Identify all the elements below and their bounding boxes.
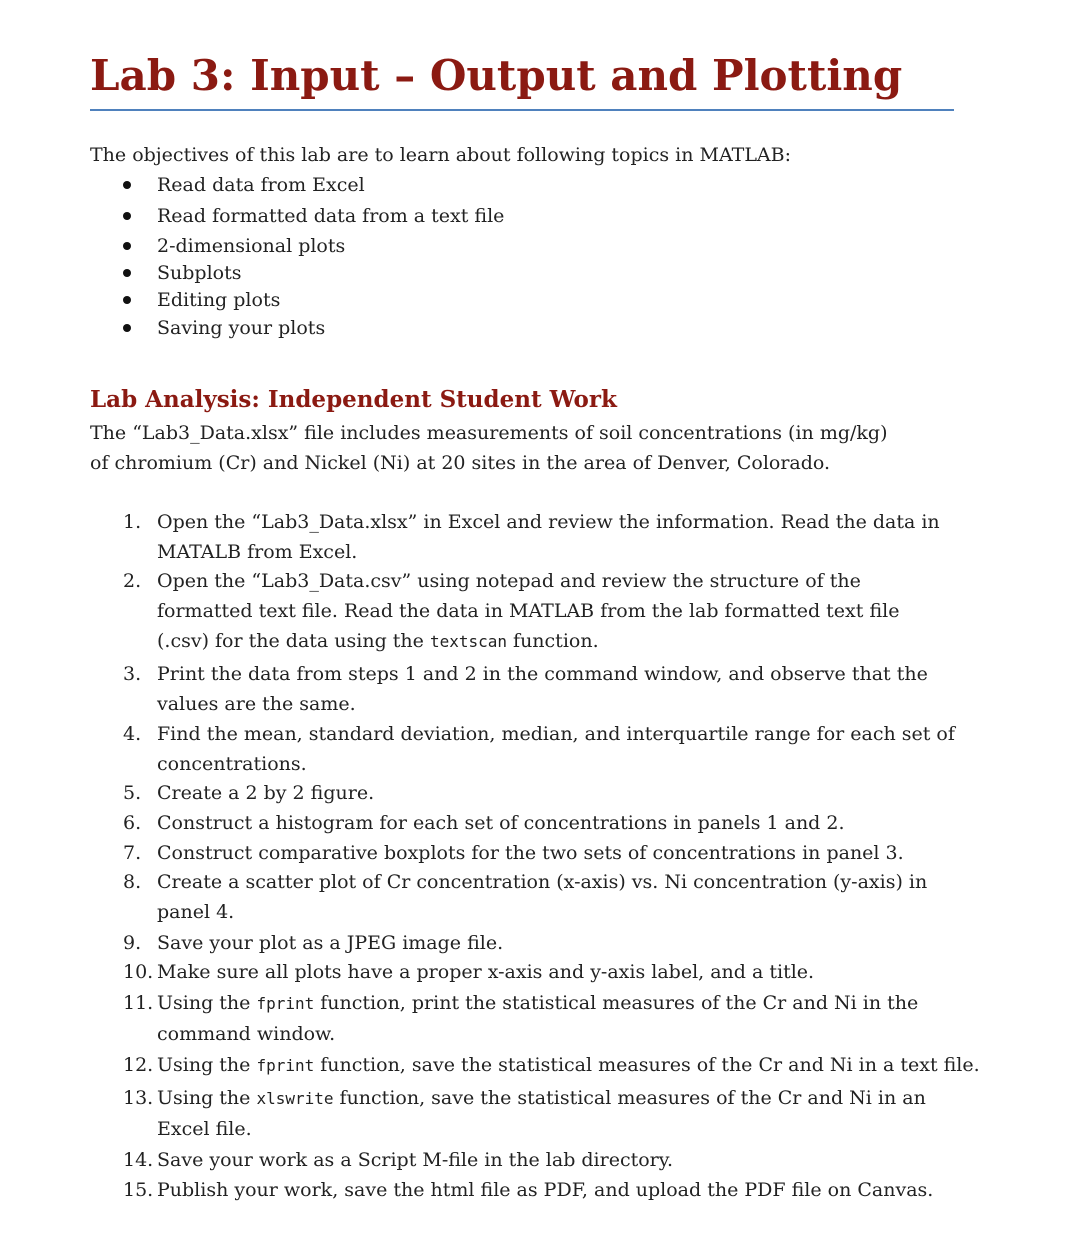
list-item: Saving your plots xyxy=(157,315,325,341)
section-paragraph: The “Lab3_Data.xlsx” file includes measurements of soil concentrations (in mg/kg) of chromium (Cr) and Nickel (Ni) at 20 sites in the area of Denver, Colorado. xyxy=(90,422,888,474)
list-item: 2. Open the “Lab3_Data.csv” using notepad and review the structure of the formatted text file. Read the data in MATLAB from the lab formatted text file (.csv) for the data using the textscan function. xyxy=(123,570,900,652)
objectives-intro: The objectives of this lab are to learn about following topics in MATLAB: xyxy=(90,144,792,166)
code-text: xlswrite xyxy=(256,1089,334,1108)
list-item: 10. Make sure all plots have a proper x-axis and y-axis label, and a title. xyxy=(123,961,815,983)
code-text: fprint xyxy=(256,994,315,1013)
list-item: 11. Using the fprint function, print the statistical measures of the Cr and Ni in the command window. xyxy=(123,992,919,1045)
list-item: 12. Using the fprint function, save the statistical measures of the Cr and Ni in a text file. xyxy=(123,1054,980,1076)
bullet-icon xyxy=(123,324,131,332)
bullet-icon xyxy=(123,242,131,250)
list-item: 5. Create a 2 by 2 figure. xyxy=(123,782,375,804)
section-heading: Lab Analysis: Independent Student Work xyxy=(90,386,617,413)
list-item: Subplots xyxy=(157,260,241,286)
list-item: 2-dimensional plots xyxy=(157,233,345,259)
list-item: 15. Publish your work, save the html file as PDF, and upload the PDF file on Canvas. xyxy=(123,1179,934,1201)
list-item: 8. Create a scatter plot of Cr concentration (x-axis) vs. Ni concentration (y-axis) in panel 4. xyxy=(123,871,928,923)
code-text: textscan xyxy=(429,632,507,651)
list-item: 4. Find the mean, standard deviation, median, and interquartile range for each set of concentrations. xyxy=(123,723,955,775)
list-item: 7. Construct comparative boxplots for the two sets of concentrations in panel 3. xyxy=(123,842,904,864)
bullet-icon xyxy=(123,269,131,277)
bullet-icon xyxy=(123,296,131,304)
list-item: 13. Using the xlswrite function, save the statistical measures of the Cr and Ni in an Excel file. xyxy=(123,1087,926,1140)
bullet-icon xyxy=(123,181,131,189)
list-item: Read data from Excel xyxy=(157,172,365,198)
list-item: 9. Save your plot as a JPEG image file. xyxy=(123,932,504,954)
list-item: Editing plots xyxy=(157,287,280,313)
title-underline xyxy=(90,109,954,111)
list-item: Read formatted data from a text file xyxy=(157,203,504,229)
list-item: 1. Open the “Lab3_Data.xlsx” in Excel and review the information. Read the data in MATALB from Excel. xyxy=(123,511,940,563)
list-item: 6. Construct a histogram for each set of concentrations in panels 1 and 2. xyxy=(123,812,845,834)
list-item: 3. Print the data from steps 1 and 2 in the command window, and observe that the values are the same. xyxy=(123,663,928,715)
bullet-icon xyxy=(123,212,131,220)
code-text: fprint xyxy=(256,1056,315,1075)
page-title: Lab 3: Input – Output and Plotting xyxy=(90,51,903,100)
list-item: 14. Save your work as a Script M-file in the lab directory. xyxy=(123,1149,674,1171)
